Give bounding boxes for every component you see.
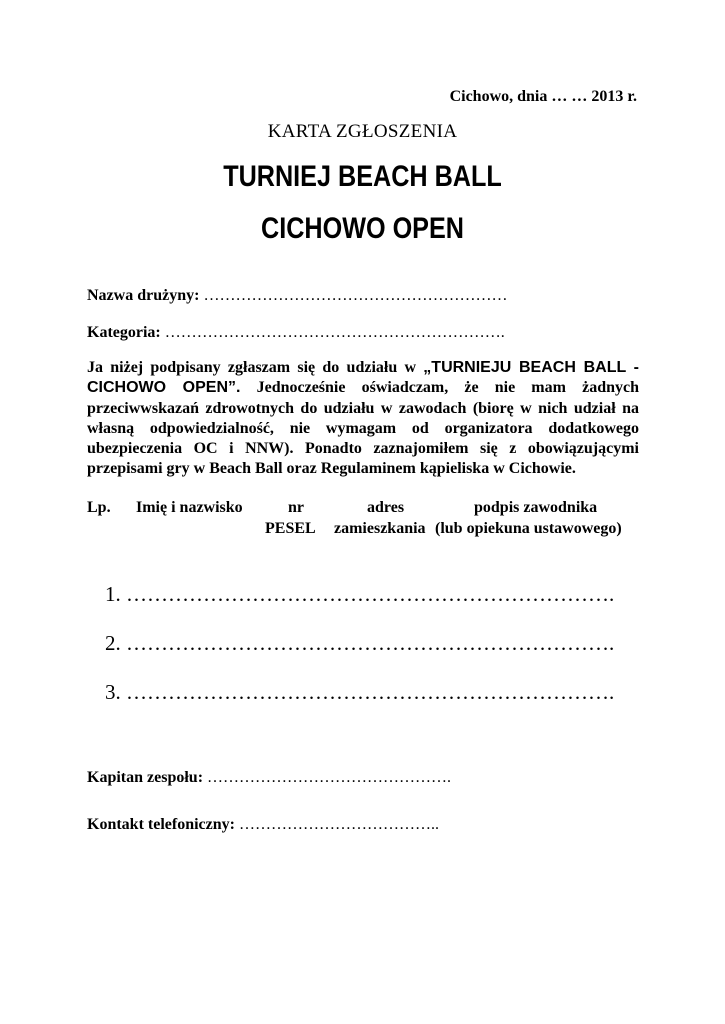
- entry-line: 2. …………………………………………………………….: [105, 631, 615, 655]
- entry-line: 1. …………………………………………………………….: [105, 582, 615, 606]
- team-name-blank: …………………………………………………: [199, 287, 508, 304]
- header-zamieszkania: zamieszkania: [334, 520, 426, 537]
- entry-line: 3. …………………………………………………………….: [105, 680, 615, 704]
- phone-label: Kontakt telefoniczny:: [87, 816, 235, 833]
- category-blank: ……………………………………………………….: [160, 324, 505, 341]
- phone-blank: ………………………………..: [234, 816, 439, 833]
- team-name-label: Nazwa drużyny:: [87, 287, 200, 304]
- header-name: Imię i nazwisko: [136, 499, 243, 516]
- date-line: Cichowo, dnia … … 2013 r.: [449, 88, 637, 105]
- event-title-line2: CICHOWO OPEN: [260, 212, 464, 245]
- phone-field: [87, 816, 439, 834]
- header-nr: nr: [288, 499, 304, 516]
- declaration-paragraph: [87, 358, 639, 480]
- team-name-field: [87, 287, 507, 305]
- header-lp: Lp.: [87, 499, 111, 516]
- form-title: KARTA ZGŁOSZENIA: [267, 121, 458, 142]
- event-title-line1: TURNIEJ BEACH BALL: [223, 160, 502, 193]
- captain-label: Kapitan zespołu:: [87, 769, 204, 786]
- header-adres: adres: [367, 499, 405, 516]
- declaration-event-name: „TURNIEJU BEACH BALL - CICHOWO OPEN”.: [87, 359, 639, 397]
- declaration-part1: Ja niżej podpisany zgłaszam się do udziału w: [87, 359, 424, 376]
- declaration-part2: Jednocześnie oświadczam, że nie mam żadnych przeciwwskazań zdrowotnych do udziału w zawodach (biorę w nich udział na własną odpowiedzialność, nie wymagam od organizatora dodatkowego ubezpieczenia OC i NNW). Ponadto zaznajomiłem się z obowiązującymi przepisami gry w Beach Ball oraz Regulaminem kąpieliska w Cichowie.: [87, 379, 639, 478]
- header-pesel: PESEL: [265, 520, 316, 537]
- captain-blank: ……………………………………….: [203, 769, 452, 786]
- captain-field: [87, 769, 451, 787]
- header-podpis: podpis zawodnika: [474, 499, 598, 516]
- header-opiekun: (lub opiekuna ustawowego): [435, 520, 622, 537]
- category-field: [87, 324, 505, 342]
- category-label: Kategoria:: [87, 324, 161, 341]
